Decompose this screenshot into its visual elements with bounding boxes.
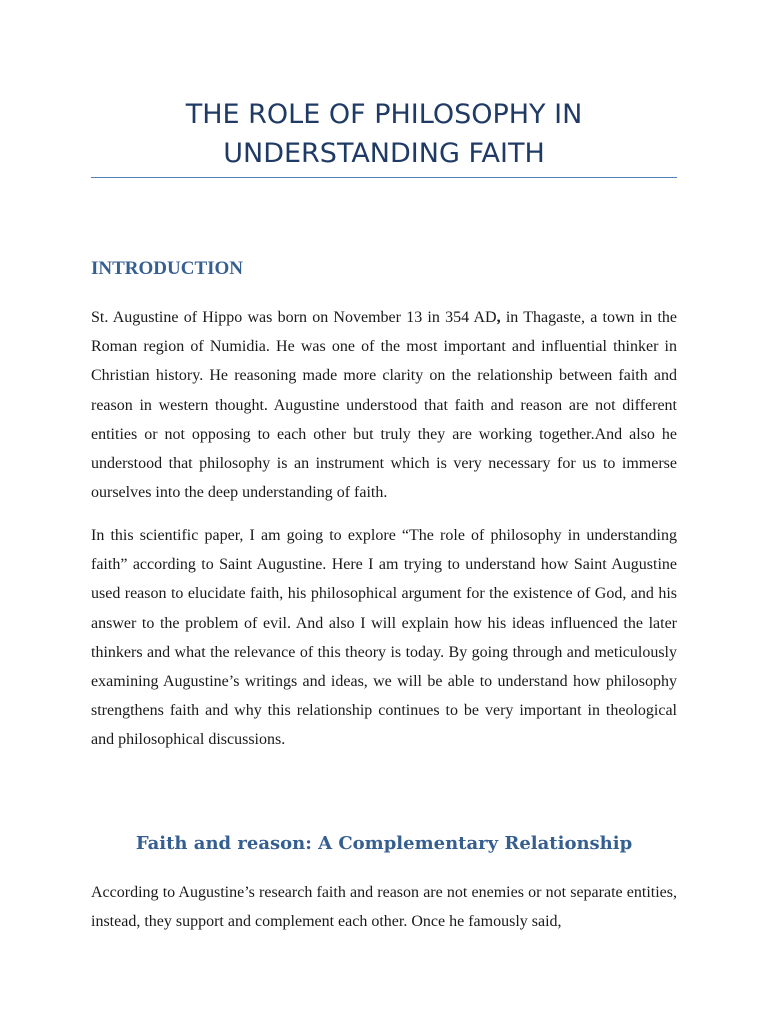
- faith-and-reason-heading: Faith and reason: A Complementary Relationship: [135, 833, 633, 854]
- introduction-paragraph-1: [91, 303, 677, 507]
- title-line-2: UNDERSTANDING FAITH: [223, 138, 545, 169]
- faith-and-reason-paragraph: According to Augustine’s research faith and reason are not enemies or not separate entities, instead, they support and complement each other. Once he famously said,: [91, 884, 677, 931]
- paragraph-1-text-start: St. Augustine of Hippo was born on November 13 in 354 AD: [91, 309, 497, 326]
- paragraph-1-text-end: in Thagaste, a town in the Roman region of Numidia. He was one of the most important and influential thinker in Christian history. He reasoning made more clarity on the relationship between faith and reason in western thought. Augustine understood that faith and reason are not different entities or not opposing to each other but truly they are working together.And also he understood that philosophy is an instrument which is very necessary for us to immerse ourselves into the deep understanding of faith.: [91, 309, 677, 502]
- document-title: [91, 95, 677, 173]
- introduction-paragraph-2: In this scientific paper, I am going to explore “The role of philosophy in understanding faith” according to Saint Augustine. Here I am trying to understand how Saint Augustine used reason to elucidate faith, his philosophical argument for the existence of God, and his answer to the problem of evil. And also I will explain how his ideas influenced the later thinkers and what the relevance of this theory is today. By going through and meticulously examining Augustine’s writings and ideas, we will be able to understand how philosophy strengthens faith and why this relationship continues to be very important in theological and philosophical discussions.: [91, 527, 677, 749]
- introduction-heading: INTRODUCTION: [91, 258, 244, 279]
- title-line-1: THE ROLE OF PHILOSOPHY IN: [185, 99, 583, 130]
- title-underline-rule: [91, 177, 677, 178]
- paragraph-1-bold-comma: ,: [496, 309, 501, 326]
